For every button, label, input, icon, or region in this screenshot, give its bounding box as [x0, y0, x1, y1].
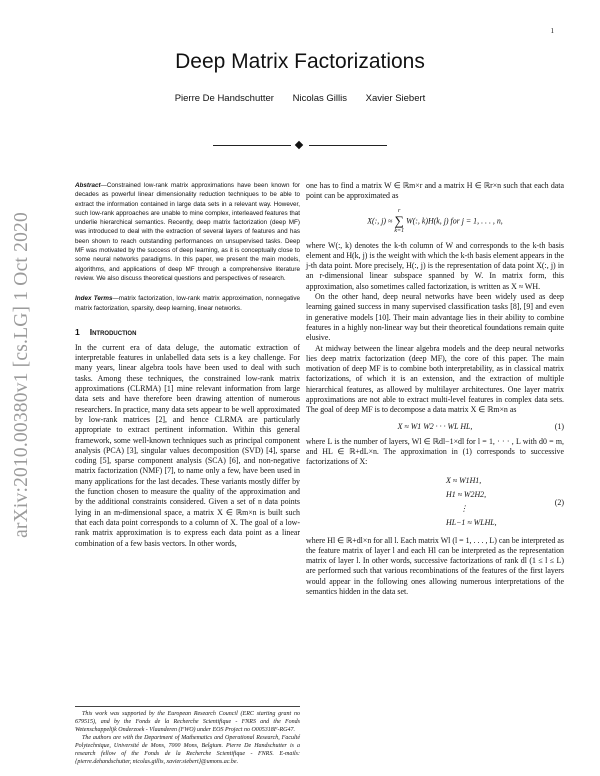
eq1-lhs: X(:, j) ≈ — [367, 215, 393, 225]
arxiv-id: arXiv:2010.00380v1 [cs.LG] 1 Oct 2020 — [11, 212, 32, 538]
author-2: Nicolas Gillis — [292, 93, 347, 104]
footnote — [75, 706, 300, 766]
index-terms-text: —matrix factorization, low-rank matrix approximation, nonnegative matrix factorization, sparsity, deep learning, linear networks. — [75, 295, 300, 312]
sum-lower: k=1 — [394, 227, 405, 234]
abstract-label: Abstract — [75, 182, 101, 189]
intro-paragraph: In the current era of data deluge, the automatic extraction of interpretable features in unlabelled data sets is a key challenge. For many years, linear algebra tools have been used to deal with such tasks. Among these techniques, the constrained low-rank matrix approximations (CLRMA) [1] mine relevant information from large data sets and have therefore been drawing attention of numerous researchers. In practice, many data sets appear to be well approximated by low-rank matrices [2], and hence CLRMA are particularly appropriate to extract pertinent information. Within this general framework, some well-known techniques such as principal component analysis (PCA) [3], singular values decomposition (SVD) [4], sparse coding [5], sparse component analysis (SCA) [6], and non-negative matrix factorization (NMF) [7], to name only a few, have been used in many applications for the last decades. These variants mostly differ by the function chosen to measure the quality of the approximation and by the additional constraints considered. Given a set of n data points lying in an m-dimensional space, a matrix X ∈ ℝm×n is built such that each data point corresponds to a column of X. The goal of a low-rank matrix approximation is to express each data point as a linear combination of a few basis vectors. In other words, — [75, 342, 300, 548]
summation — [394, 208, 404, 235]
sigma-symbol: ∑ — [394, 212, 404, 228]
paragraph-matrix-find: one has to find a matrix W ∈ ℝm×r and a matrix H ∈ ℝr×n such that each data point can be approximated as — [306, 181, 564, 201]
eq3-line-2: H1 ≈ W2H2, — [446, 489, 487, 499]
equation-1 — [306, 422, 564, 431]
section-heading — [75, 327, 300, 337]
diamond-ornament-icon — [295, 141, 303, 149]
abstract-text: —Constrained low-rank matrix approximations have been known for decades as powerful linear dimensionality reduction techniques to be able to extract the information contained in large data sets in a relevant way. However, such low-rank approaches are unable to mine complex, interleaved features that underlie hierarchical semantics. Recently, deep matrix factorization (deep MF) was introduced to deal with the extraction of several layers of features and has been shown to reach outstanding performances on unsupervised tasks. Deep MF was motivated by the success of deep learning, as it is conceptually close to some neural networks paradigms. In this paper, we present the main models, algorithms, and applications of deep MF through a comprehensive literature review. We also discuss theoretical questions and perspectives of research. — [75, 182, 300, 282]
eq3-number: (2) — [554, 497, 564, 507]
paragraph-features: where Hl ∈ ℝ+dl×n for all l. Each matrix Wl (l = 1, . . . , L) can be interpreted as the feature matrix of layer l and each Hl can be interpreted as the representation matrix of layer l. In other words, successive factorizations of rank dl (1 ≤ l ≤ L) are performed such that various recombinations of the features of the first layers would appear in the following ones allowing numerous interpretations of the semantics hidden in the data set. — [306, 535, 564, 597]
index-terms-label: Index Terms — [75, 295, 113, 303]
eq3-line-3: ⋮ — [460, 503, 468, 513]
paragraph-layers: where L is the number of layers, Wl ∈ ℝdl−1×dl for l = 1, · · · , L with d0 = m, and HL ∈ ℝ+dL×n. The approximation in (1) corresponds to successive factorizations of X: — [306, 436, 564, 467]
author-list — [0, 93, 600, 104]
abstract — [75, 181, 300, 283]
eq2-number: (1) — [554, 421, 564, 431]
paragraph-deep-networks: On the other hand, deep neural networks have been widely used as deep learning gained success in many supervised classification tasks [8], [9] and even in generative models [10]. Their main advantage lies in their ability to combine features in a highly non-linear way but their theoretical foundations remain quite elusive. — [306, 292, 564, 343]
section-title: Introduction — [89, 326, 137, 337]
equation-approx — [306, 208, 564, 235]
footnote-affiliation: The authors are with the Department of Mathematics and Operational Research, Faculté Polytechnique, Université de Mons, 7000 Mons, Belgium. Pierre De Handschutter is a research fellow of the Fonds de la Recherche Scientifique - FNRS. E-mails: {pierre.dehandschutter, nicolas.gillis, xavier.siebert}@umons.ac.be. — [75, 735, 300, 765]
page-number: 1 — [550, 27, 554, 35]
paper-title: Deep Matrix Factorizations — [175, 50, 425, 73]
eq3-line-1: X ≈ W1H1, — [446, 475, 482, 485]
right-column — [306, 181, 564, 597]
left-column — [75, 181, 300, 549]
title-divider — [213, 141, 387, 151]
equation-2 — [306, 474, 564, 530]
index-terms — [75, 294, 300, 313]
eq3-line-4: HL−1 ≈ WLHL, — [446, 517, 497, 527]
paragraph-midway: At midway between the linear algebra models and the deep neural networks lies deep matrix factorization (deep MF), the core of this paper. The main motivation of deep MF is to combine both interpretability, as in classical matrix factorizations, of which it is an extension, and the extraction of multiple hierarchical features, as allowed by multilayer architectures. One layer matrix approximations are not able to extract multi-level features in complex data sets. The goal of deep MF is to decompose a data matrix X ∈ ℝm×n as — [306, 343, 564, 415]
sum-upper: r — [398, 207, 401, 214]
section-number: 1 — [75, 326, 80, 337]
footnote-funding: This work was supported by the European Research Council (ERC starting grant no 679515), and by the Fonds de la Recherche Scientifique - FNRS and the Fonds Wetenschappelijk Onderzoek - Vlaanderen (FWO) under EOS Project no O005318F-RG47. — [75, 711, 300, 733]
arxiv-stamp — [2, 165, 42, 585]
eq2-body: X ≈ W1 W2 · · · WL HL, — [397, 421, 473, 431]
author-1: Pierre De Handschutter — [174, 93, 274, 104]
author-3: Xavier Siebert — [365, 93, 426, 104]
paragraph-where-w: where W(:, k) denotes the k-th column of W and corresponds to the k-th basis element and H(k, j) is the weight with which the k-th basis element appears in the j-th data point. More precisely, H(:, j) is the representation of data point X(:, j) in an r-dimensional linear subspace spanned by W. In matrix form, this approximation, also sometimes called factorization, is written as X ≈ WH. — [306, 240, 564, 291]
eq1-rhs: W(:, k)H(k, j) for j = 1, . . . , n, — [406, 215, 503, 225]
